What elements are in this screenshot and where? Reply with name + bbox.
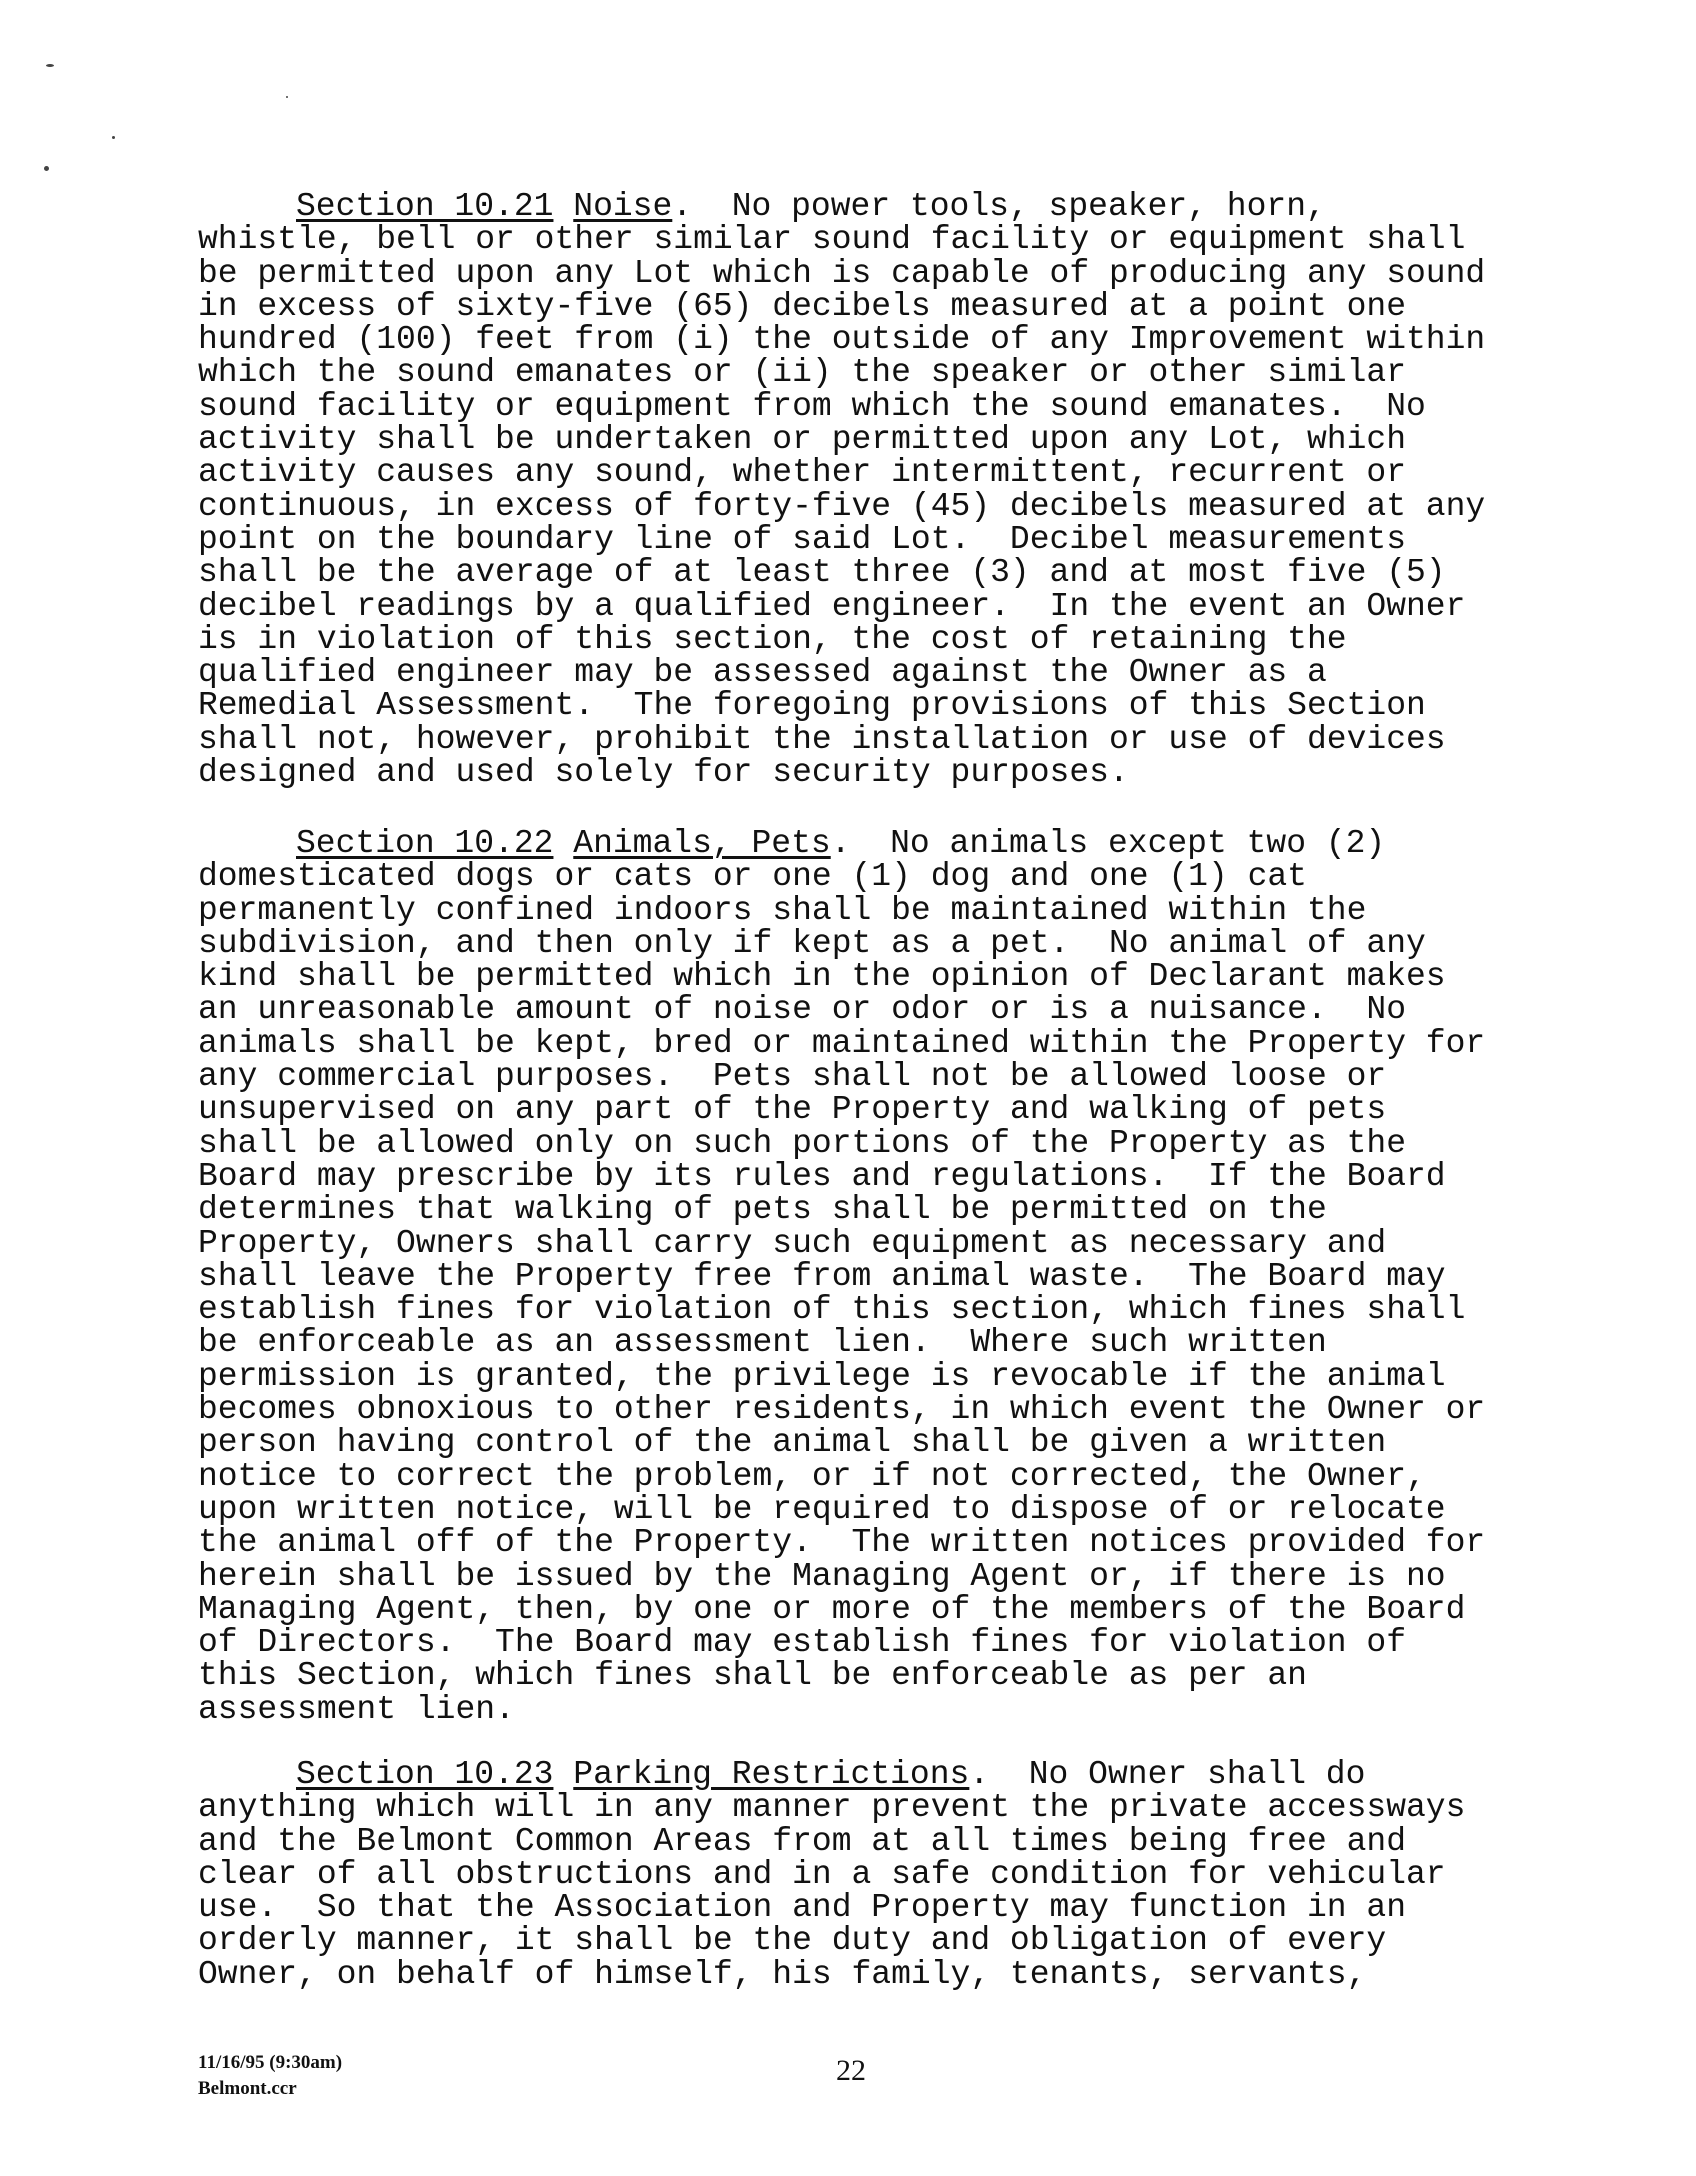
paragraph-line: which the sound emanates or (ii) the speaker or other similar	[198, 354, 1406, 392]
paragraph-line: activity causes any sound, whether intermittent, recurrent or	[198, 454, 1406, 492]
paragraph-line: in excess of sixty-five (65) decibels measured at a point one	[198, 287, 1406, 325]
paragraph-line: Remedial Assessment. The foregoing provisions of this Section	[198, 687, 1426, 725]
section-number: Section 10.21	[296, 188, 554, 225]
paragraph-line: this Section, which fines shall be enforceable as per an	[198, 1657, 1307, 1695]
paragraph-line: be enforceable as an assessment lien. Where such written	[198, 1324, 1327, 1362]
paragraph-line: clear of all obstructions and in a safe condition for vehicular	[198, 1855, 1446, 1893]
paragraph-line: be permitted upon any Lot which is capable of producing any sound	[198, 254, 1486, 292]
paragraph-line: designed and used solely for security purposes.	[198, 754, 1129, 792]
paragraph-line: qualified engineer may be assessed against the Owner as a	[198, 654, 1327, 692]
paragraph-line: of Directors. The Board may establish fines for violation of	[198, 1624, 1406, 1662]
paragraph-line: domesticated dogs or cats or one (1) dog and one (1) cat	[198, 858, 1307, 896]
paragraph-line: whistle, bell or other similar sound facility or equipment shall	[198, 221, 1466, 259]
paragraph-line: shall be the average of at least three (3) and at most five (5)	[198, 554, 1446, 592]
paragraph-line: Owner, on behalf of himself, his family, tenants, servants,	[198, 1955, 1367, 1993]
paragraph-line: the animal off of the Property. The written notices provided for	[198, 1524, 1486, 1562]
paragraph-line: an unreasonable amount of noise or odor or is a nuisance. No	[198, 991, 1406, 1029]
section-text: . No power tools, speaker, horn,	[672, 188, 1326, 225]
section-10-22	[198, 827, 1538, 1726]
section-number: Section 10.23	[296, 1756, 554, 1793]
section-text: . No Owner shall do	[969, 1756, 1366, 1793]
section-heading-line	[198, 190, 1538, 223]
scan-speck	[286, 96, 288, 98]
paragraph-line: subdivision, and then only if kept as a pet. No animal of any	[198, 924, 1426, 962]
paragraph-line: activity shall be undertaken or permitted upon any Lot, which	[198, 421, 1406, 459]
footer-date-stamp: 11/16/95 (9:30am)	[198, 2052, 343, 2073]
footer-file-name: Belmont.ccr	[198, 2078, 297, 2099]
paragraph-line: kind shall be permitted which in the opinion of Declarant makes	[198, 958, 1446, 996]
paragraph-line: point on the boundary line of said Lot. Decibel measurements	[198, 520, 1406, 558]
scan-speck	[46, 64, 54, 67]
section-heading-line	[198, 1758, 1538, 1791]
section-text: . No animals except two (2)	[830, 825, 1386, 862]
paragraph-line: use. So that the Association and Property may function in an	[198, 1889, 1406, 1927]
paragraph-line: upon written notice, will be required to dispose of or relocate	[198, 1490, 1446, 1528]
paragraph-line: Managing Agent, then, by one or more of the members of the Board	[198, 1590, 1466, 1628]
paragraph-line: any commercial purposes. Pets shall not be allowed loose or	[198, 1058, 1387, 1096]
paragraph-line: is in violation of this section, the cost of retaining the	[198, 620, 1347, 658]
paragraph-line: Board may prescribe by its rules and regulations. If the Board	[198, 1157, 1446, 1195]
paragraph-line: orderly manner, it shall be the duty and obligation of every	[198, 1922, 1387, 1960]
paragraph-line: hundred (100) feet from (i) the outside of any Improvement within	[198, 321, 1486, 359]
section-heading-line	[198, 827, 1538, 860]
paragraph-line: unsupervised on any part of the Property and walking of pets	[198, 1091, 1387, 1129]
paragraph-line: person having control of the animal shall be given a written	[198, 1424, 1387, 1462]
paragraph-line: and the Belmont Common Areas from at all times being free and	[198, 1822, 1406, 1860]
section-title: Noise	[573, 188, 673, 225]
scan-speck	[44, 166, 49, 171]
paragraph-line: permission is granted, the privilege is revocable if the animal	[198, 1357, 1446, 1395]
section-10-21	[198, 188, 1538, 792]
page-number: 22	[836, 2054, 866, 2087]
paragraph-line: continuous, in excess of forty-five (45) decibels measured at any	[198, 487, 1486, 525]
section-title: Parking Restrictions	[573, 1756, 970, 1793]
paragraph-line: shall be allowed only on such portions of the Property as the	[198, 1124, 1406, 1162]
paragraph-line: assessment lien.	[198, 1690, 515, 1728]
section-number: Section 10.22	[296, 825, 554, 862]
paragraph-line: shall leave the Property free from animal waste. The Board may	[198, 1257, 1446, 1295]
paragraph-line: decibel readings by a qualified engineer. In the event an Owner	[198, 587, 1466, 625]
paragraph-line: permanently confined indoors shall be maintained within the	[198, 891, 1367, 929]
section-title: Animals, Pets	[573, 825, 831, 862]
paragraph-line: anything which will in any manner prevent the private accessways	[198, 1789, 1466, 1827]
paragraph-line: Property, Owners shall carry such equipment as necessary and	[198, 1224, 1387, 1262]
scan-speck	[112, 136, 115, 139]
section-10-23	[198, 1758, 1538, 1991]
paragraph-line: animals shall be kept, bred or maintained within the Property for	[198, 1024, 1486, 1062]
paragraph-line: shall not, however, prohibit the installation or use of devices	[198, 720, 1446, 758]
paragraph-line: determines that walking of pets shall be permitted on the	[198, 1191, 1327, 1229]
paragraph-line: becomes obnoxious to other residents, in which event the Owner or	[198, 1391, 1486, 1429]
footer-meta	[198, 2050, 342, 2102]
paragraph-line: herein shall be issued by the Managing Agent or, if there is no	[198, 1557, 1446, 1595]
paragraph-line: sound facility or equipment from which the sound emanates. No	[198, 387, 1426, 425]
paragraph-line: establish fines for violation of this section, which fines shall	[198, 1291, 1466, 1329]
paragraph-line: notice to correct the problem, or if not corrected, the Owner,	[198, 1457, 1426, 1495]
